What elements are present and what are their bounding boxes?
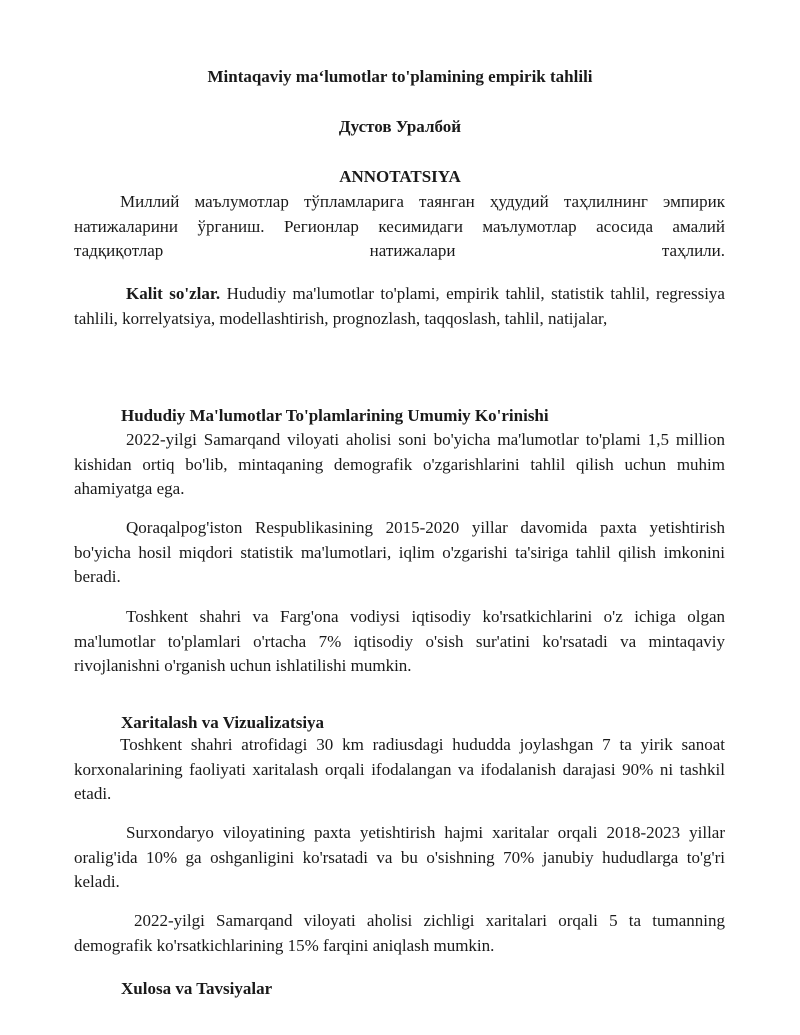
body-paragraph — [74, 733, 725, 807]
annotation-paragraph — [74, 190, 725, 264]
author-name: Дустов Уралбой — [338, 117, 462, 136]
paragraph-text: 2022-yilgi Samarqand viloyati aholisi zichligi xaritalari orqali 5 ta tumanning demografik ko'rsatkichlarining 15% farqini aniqlash mumkin. — [74, 911, 725, 955]
annotation-heading: ANNOTATSIYA — [339, 167, 461, 186]
paragraph-text: Toshkent shahri va Farg'ona vodiysi iqtisodiy ko'rsatkichlarini o'z ichiga olgan ma'lumotlar to'plamlari o'rtacha 7% iqtisodiy o'sish sur'atini ko'rsatadi va mintaqaviy rivojlanishni o'rganish uchun ishlatilishi mumkin. — [74, 607, 725, 675]
section-heading-overview: Hududiy Ma'lumotlar To'plamlarining Umumiy Ko'rinishi — [121, 406, 549, 425]
body-paragraph — [74, 605, 725, 679]
body-paragraph — [74, 909, 725, 958]
section-heading-conclusion: Xulosa va Tavsiyalar — [121, 979, 273, 998]
body-paragraph — [74, 516, 725, 590]
annotation-text: Миллий маълумотлар тўпламларига таянган ҳудудий таҳлилнинг эмпирик натижаларини ўрганиш. Регионлар кесимидаги маълумотлар асосида амалий тадқиқотлар натижалари таҳлили. — [74, 192, 725, 260]
paragraph-text: Qoraqalpog'iston Respublikasining 2015-2020 yillar davomida paxta yetishtirish bo'yicha hosil miqdori statistik ma'lumotlari, iqlim o'zgarishi ta'siriga tahlil qilish imkonini beradi. — [74, 518, 725, 586]
paragraph-text: 2022-yilgi Samarqand viloyati aholisi soni bo'yicha ma'lumotlar to'plami 1,5 million kishidan ortiq bo'lib, mintaqaning demografik o'zgarishlarini tahlil qilish uchun muhim ahamiyatga ega. — [74, 430, 725, 498]
paragraph-text: Surxondaryo viloyatining paxta yetishtirish hajmi xaritalar orqali 2018-2023 yillar oralig'ida 10% ga oshganligini ko'rsatadi va bu o'sishning 70% janubiy hududlarga to'g'ri keladi. — [74, 823, 725, 891]
paragraph-text: Toshkent shahri atrofidagi 30 km radiusdagi hududda joylashgan 7 ta yirik sanoat korxonalarining faoliyati xaritalash orqali ifodalangan va ifodalanish darajasi 90% ni tashkil etadi. — [74, 735, 725, 803]
keywords-text: Hududiy ma'lumotlar to'plami, empirik tahlil, statistik tahlil, regressiya tahlili, korrelyatsiya, modellashtirish, prognozlash, taqqoslash, tahlil, natijalar, — [74, 284, 725, 328]
keywords-paragraph — [74, 282, 725, 331]
keywords-label: Kalit so'zlar. — [126, 284, 221, 303]
document-title: Mintaqaviy maʻlumotlar to'plamining empirik tahlili — [207, 67, 593, 86]
section-heading-mapping: Xaritalash va Vizualizatsiya — [121, 713, 325, 732]
body-paragraph — [74, 428, 725, 502]
body-paragraph — [74, 821, 725, 895]
